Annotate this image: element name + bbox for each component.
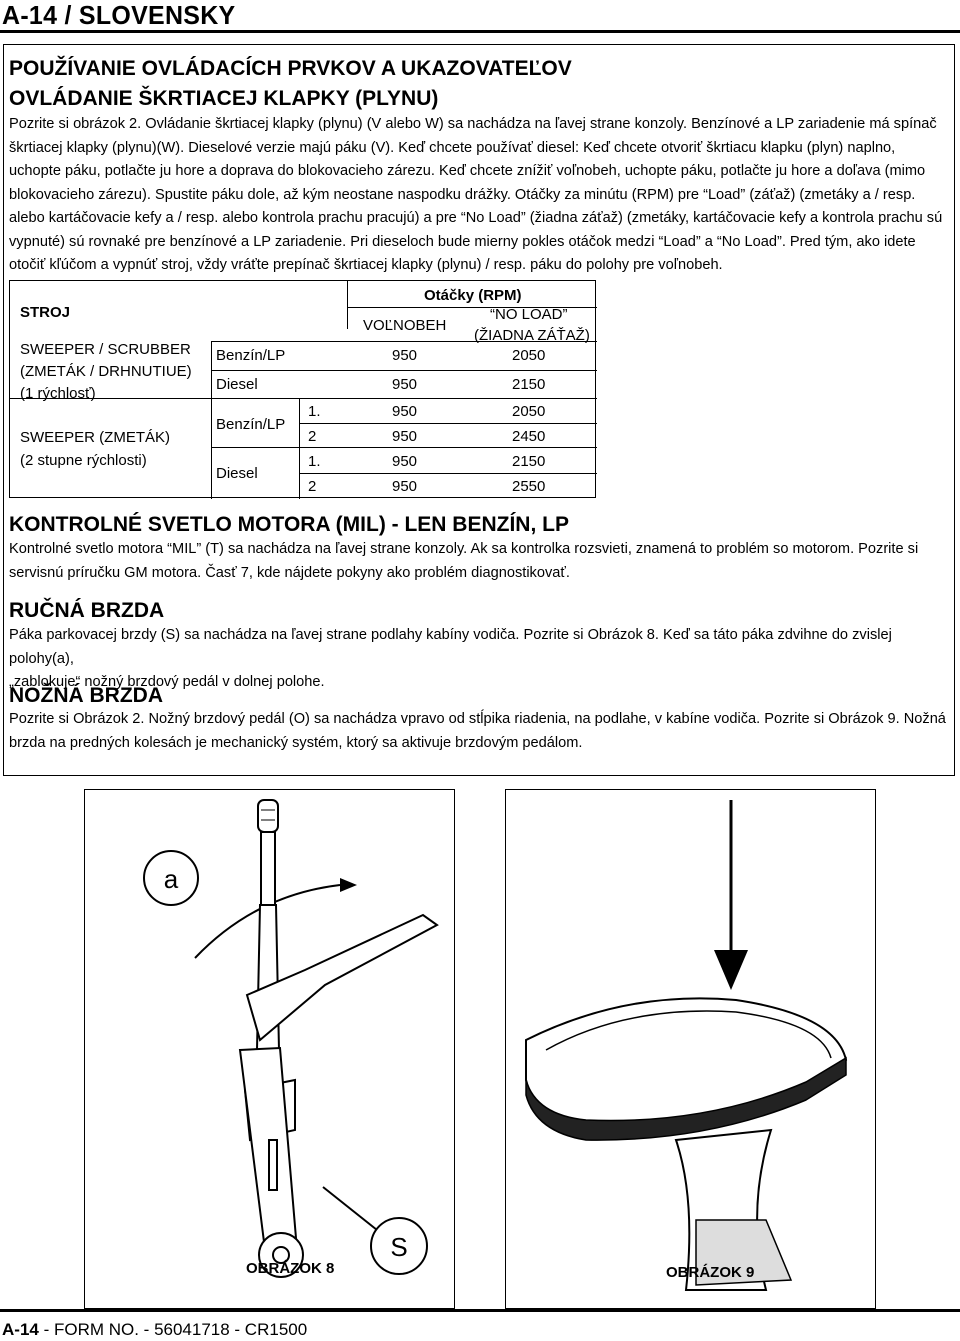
- section-title-footbrake: NOŽNÁ BRZDA: [9, 684, 163, 707]
- text-line: Kontrolné svetlo motora “MIL” (T) sa nachádza na ľavej strane konzoly. Ak sa kontrolka rozsvieti, znamená to problém so motorom. Pozrite si: [9, 541, 919, 557]
- page-header: [0, 0, 960, 30]
- noload-rpm: 2150: [512, 453, 546, 470]
- idle-rpm: 950: [392, 403, 418, 420]
- section-title-handbrake: RUČNÁ BRZDA: [9, 599, 165, 622]
- noload-header-sub: (ŽIADNA ZÁŤAŽ): [474, 327, 590, 344]
- section-title-throttle: OVLÁDANIE ŠKRTIACEJ KLAPKY (PLYNU): [9, 87, 439, 110]
- page-footer: [2, 1320, 307, 1340]
- rpm-table: [9, 280, 596, 498]
- foot-brake-pedal-drawing: [506, 790, 875, 1308]
- speed-step: 2: [308, 478, 317, 495]
- idle-rpm: 950: [392, 478, 418, 495]
- noload-rpm: 2050: [512, 403, 546, 420]
- table-divider: [211, 341, 212, 499]
- text-line: vypnuté) sú rovnaké pre benzínové a LP zariadenie. Pri dieseloch bude mierny pokles otáčok medzi “Load” a “No Load”. Pred tým, ako idete: [9, 233, 916, 250]
- machine-name: SWEEPER (ZMETÁK): [20, 429, 171, 446]
- label-a: a: [163, 864, 179, 894]
- text-line: uchopte páku, potlačte ju hore a doprava do blokovacieho zárezu. Keď chcete znížiť voľnobeh, uchopte páku, potlačte ju hore a doľava (mimo: [9, 163, 926, 179]
- table-divider: [347, 281, 348, 329]
- text-line: brzda na predných kolesách je mechanický systém, ktorý sa aktivuje brzdovým pedálom.: [9, 734, 583, 751]
- throttle-paragraph: [9, 113, 949, 278]
- arrow-head-icon: [340, 878, 357, 892]
- fuel-type: Benzín/LP: [216, 347, 286, 364]
- figure-8-caption: OBRÁZOK 8: [246, 1260, 335, 1277]
- page-title: A-14 / SLOVENSKY: [2, 0, 236, 30]
- footbrake-paragraph: [9, 708, 949, 755]
- text-line: alebo kartáčovacie kefy a / resp. alebo kontrola prachu pracujú) a pre “No Load” (žiadna záťaž) (zmetáky, kartáčovacie kefy a kontrola prachu sú: [9, 210, 943, 226]
- press-arrow-head-icon: [714, 950, 748, 990]
- text-line: blokovacieho zárezu). Spustite páku dole, až kým neostane naspodku drážky. Otáčky za minútu (RPM) pre “Load” (záťaž) (zmetáky a / resp.: [9, 186, 916, 203]
- noload-rpm: 2450: [512, 428, 546, 445]
- text-line: „zablokuje“ nožný brzdový pedál v dolnej polohe.: [9, 674, 325, 690]
- idle-header: VOĽNOBEH: [363, 317, 447, 334]
- rpm-header: Otáčky (RPM): [424, 287, 522, 304]
- leader-line: [323, 1187, 377, 1230]
- idle-rpm: 950: [392, 453, 418, 470]
- speed-step: 1.: [308, 403, 321, 420]
- text-line: Pozrite si obrázok 2. Ovládanie škrtiacej klapky (plynu) (V alebo W) sa nachádza na ľavej strane konzoly. Benzínové a LP zariadenie má spínač: [9, 116, 937, 132]
- footer-form-number: - FORM NO. - 56041718 - CR1500: [38, 1320, 308, 1339]
- noload-rpm: 2550: [512, 478, 546, 495]
- footer-rule: [0, 1309, 960, 1312]
- fuel-type: Diesel: [216, 376, 258, 393]
- table-divider: [211, 447, 597, 448]
- section-title-mil: KONTROLNÉ SVETLO MOTORA (MIL) - LEN BENZÍN, LP: [9, 513, 569, 536]
- text-line: otočiť kľúčom a vypnúť stroj, vždy vráťte prepínač škrtiacej klapky (plynu) / resp. páku do polohy pre voľnobeh.: [9, 257, 723, 273]
- label-s: S: [390, 1232, 408, 1262]
- text-line: servisnú príručku GM motora. Časť 7, kde nájdete pokyny ako problém diagnostikovať.: [9, 564, 570, 581]
- footer-page-number: A-14: [2, 1320, 39, 1339]
- table-divider: [299, 423, 597, 424]
- speed-step: 2: [308, 428, 317, 445]
- machine-name: SWEEPER / SCRUBBER: [20, 341, 191, 358]
- lever-knob: [258, 800, 278, 832]
- lever-slot: [269, 1140, 277, 1190]
- section-title-controls: POUŽÍVANIE OVLÁDACÍCH PRVKOV A UKAZOVATEĽOV: [9, 57, 572, 80]
- text-line: Páka parkovacej brzdy (S) sa nachádza na ľavej strane podlahy kabíny vodiča. Pozrite si Obrázok 8. Keď sa táto páka zdvihne do zvislej polohy(a),: [9, 627, 892, 667]
- header-rule: [0, 30, 960, 33]
- noload-header: “NO LOAD”: [490, 306, 568, 323]
- idle-rpm: 950: [392, 428, 418, 445]
- machine-name: (ZMETÁK / DRHNUTIUE): [20, 363, 192, 380]
- figure-9-foot-brake: [505, 789, 876, 1309]
- figure-9-caption: OBRÁZOK 9: [666, 1264, 755, 1281]
- machine-speed: (2 stupne rýchlosti): [20, 452, 147, 469]
- table-divider: [211, 370, 597, 371]
- machine-header: STROJ: [20, 304, 71, 321]
- parking-brake-lever-drawing: [85, 790, 454, 1308]
- idle-rpm: 950: [392, 347, 418, 364]
- idle-rpm: 950: [392, 376, 418, 393]
- fuel-type: Diesel: [216, 465, 258, 482]
- pedal-pad: [526, 998, 846, 1130]
- text-line: Pozrite si Obrázok 2. Nožný brzdový pedál (O) sa nachádza vpravo od stĺpika riadenia, na podlahe, v kabíne vodiča. Pozrite si Obrázok 9. Nožná: [9, 711, 946, 727]
- lever-rod: [261, 832, 275, 906]
- noload-rpm: 2050: [512, 347, 546, 364]
- noload-rpm: 2150: [512, 376, 546, 393]
- table-divider: [299, 398, 300, 499]
- text-line: škrtiacej klapky (plynu)(W). Dieselové verzie majú páku (V). Keď chcete používať diesel: Keď chcete otvoriť škrtiacu klapku (plyn) naplno,: [9, 139, 896, 156]
- figure-8-parking-brake: [84, 789, 455, 1309]
- fuel-type: Benzín/LP: [216, 416, 286, 433]
- mil-paragraph: [9, 538, 949, 585]
- table-divider: [10, 398, 597, 399]
- speed-step: 1.: [308, 453, 321, 470]
- table-divider: [299, 473, 597, 474]
- machine-speed: (1 rýchlosť): [20, 385, 96, 402]
